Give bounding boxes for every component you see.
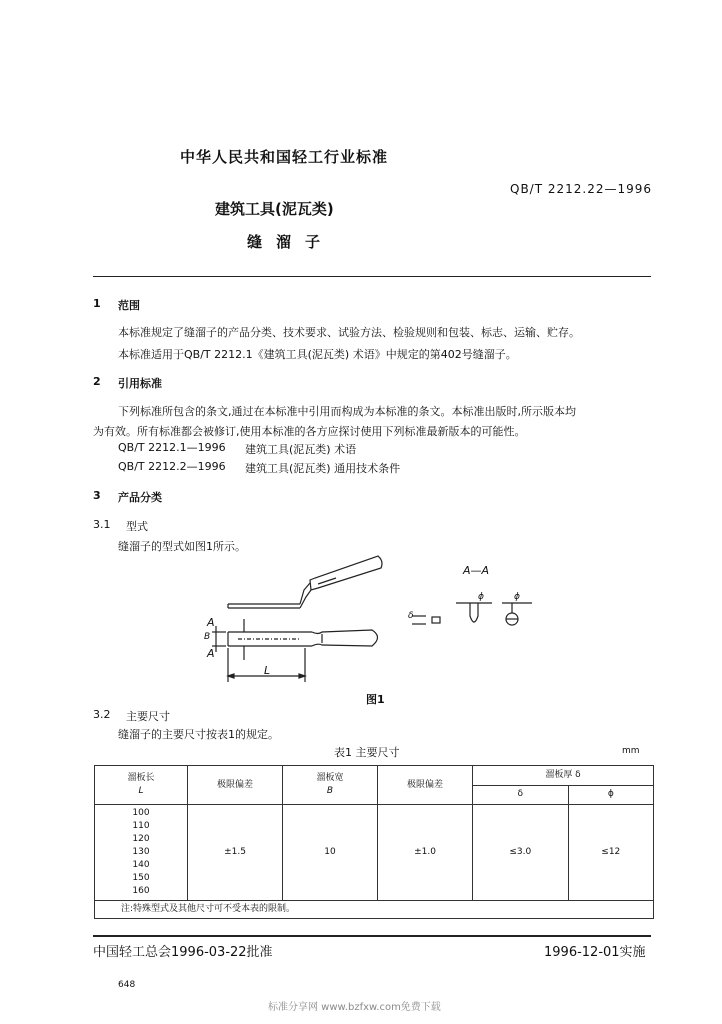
section-1-para-2: 本标准适用于QB/T 2212.1《建筑工具(泥瓦类) 术语》中规定的第402号缝溜子。 [118,348,517,361]
figure-label-L: L [264,664,271,677]
footer-rule [93,935,651,937]
length-value: 140 [132,860,150,870]
section-3-2-para: 缝溜子的主要尺寸按表1的规定。 [118,728,279,741]
reference-2-code: QB/T 2212.2—1996 [118,460,226,473]
effective-date: 1996-12-01实施 [544,945,646,960]
section-3-number: 3 [93,489,101,502]
table-header-row [95,766,654,786]
header-tolerance-B: 极限偏差 [378,766,473,805]
thickness-phi-value: ≤12 [568,805,653,901]
issuing-body: 中华人民共和国轻工行业标准 [180,148,389,166]
reference-1-code: QB/T 2212.1—1996 [118,441,226,454]
header-width [283,766,378,805]
reference-1-name: 建筑工具(泥瓦类) 术语 [245,443,357,456]
reference-2-name: 建筑工具(泥瓦类) 通用技术条件 [245,462,401,475]
section-1-title: 范围 [118,299,140,312]
width-value: 10 [283,805,378,901]
section-3-2-number: 3.2 [93,708,111,721]
section-2-title: 引用标准 [118,377,162,390]
header-thickness-phi: ϕ [568,785,653,805]
section-3-1-title: 型式 [126,520,148,533]
standard-code: QB/T 2212.22—1996 [510,182,653,196]
length-value: 120 [132,834,150,844]
table-unit: mm [622,746,640,756]
section-3-title: 产品分类 [118,491,162,504]
length-values [95,805,188,901]
section-detail-drawing [412,603,532,625]
approval-date: 中国轻工总会1996-03-22批准 [93,945,273,960]
length-value: 110 [132,821,150,831]
header-thickness: 溜板厚 δ [473,766,654,786]
figure-label-B: B [204,632,211,642]
dimensions-table [94,765,654,919]
header-tolerance-L: 极限偏差 [188,766,283,805]
section-3-2-title: 主要尺寸 [126,710,170,723]
table-row [95,805,654,901]
header-length [95,766,188,805]
section-3-1-number: 3.1 [93,518,111,531]
header-width-label: 溜板宽 [316,773,344,783]
length-value: 100 [132,808,150,818]
tolerance-L-value: ±1.5 [188,805,283,901]
figure-label-phi-1: ϕ [478,592,484,602]
figure-label-section-AA: A—A [463,564,490,577]
tolerance-B-value: ±1.0 [378,805,473,901]
section-2-para-1: 下列标准所包含的条文,通过在本标准中引用而构成为本标准的条文。本标准出版时,所示版本均 [118,405,576,418]
figure-caption: 图1 [366,693,385,706]
figure-label-A-lower: A [207,647,215,660]
document-subtitle: 缝溜子 [247,233,335,251]
figure-label-phi-2: ϕ [514,592,520,602]
thickness-delta-value: ≤3.0 [473,805,569,901]
section-3-1-para: 缝溜子的型式如图1所示。 [118,540,246,553]
table-note-row [95,901,654,919]
tool-plan-drawing [212,619,378,682]
section-2-number: 2 [93,375,101,388]
table-note: 注:特殊型式及其他尺寸可不受本表的限制。 [95,901,654,919]
header-thickness-delta: δ [473,785,569,805]
length-value: 130 [132,847,150,857]
figure-label-A-upper: A [207,616,215,629]
tool-elevation-drawing [228,556,382,608]
section-1-para-1: 本标准规定了缝溜子的产品分类、技术要求、试验方法、检验规则和包装、标志、运输、贮存。 [118,326,580,339]
header-width-symbol: B [326,786,334,796]
page-number: 648 [118,980,136,990]
table-caption: 表1 主要尺寸 [334,746,400,759]
length-value: 160 [132,886,150,896]
section-1-number: 1 [93,297,101,310]
header-length-symbol: L [138,786,144,796]
length-value: 150 [132,873,150,883]
document-title: 建筑工具(泥瓦类) [215,200,334,218]
section-2-para-2: 为有效。所有标准都会被修订,使用本标准的各方应探讨使用下列标准最新版本的可能性。 [93,425,526,438]
header-length-label: 溜板长 [127,773,155,783]
figure-label-delta: δ [408,611,414,621]
watermark-link[interactable]: 标准分享网 www.bzfxw.com免费下载 [268,1002,441,1013]
